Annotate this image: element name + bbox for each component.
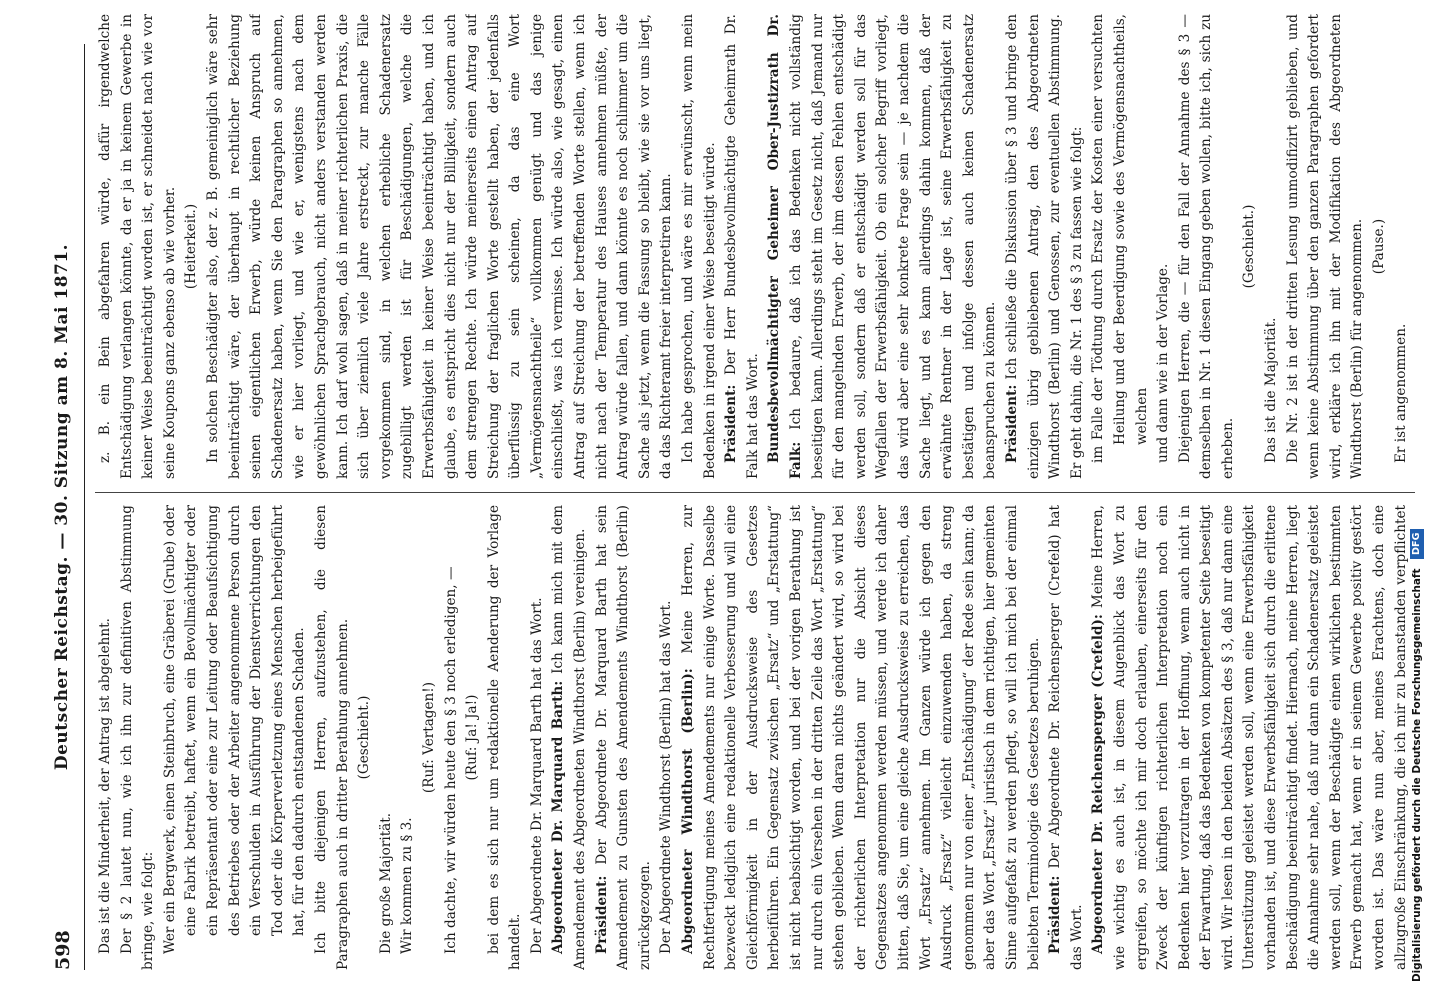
running-title: Deutscher Reichstag. — 30. Sitzung am 8. Mai 1871. (52, 243, 72, 771)
paragraph: Ich dachte, wir würden heute den § 3 noch erledigen, — (442, 566, 459, 954)
speech-paragraph (764, 14, 1002, 479)
text-columns (95, 14, 1415, 970)
paragraph: Die Nr. 2 ist in der dritten Lesung unmodifizirt geblieben, und wenn keine Abstimmung über den ganzen Paragraphen gefordert wird, erkläre ich ihn mit der Modifikation des Abgeordneten Windthorst (Berlin) für angenommen. (1284, 14, 1366, 479)
speaker-label: Präsident: (1047, 875, 1064, 954)
paragraph: Er ist angenommen. (1392, 323, 1409, 463)
speaker-name: Abgeordneter Dr. Reichensperger (Crefeld): (1090, 614, 1107, 954)
speaker-name: Abgeordneter Dr. Marquard Barth: (550, 680, 567, 954)
paragraph: Der Abgeordnete Windthorst (Berlin) hat das Wort. (658, 600, 675, 954)
speech-paragraph (721, 14, 764, 479)
speech-text: Ich kann mich mit dem Amendement des Abgeordneten Windthorst (Berlin) vereinigen. (550, 505, 589, 970)
right-column (95, 14, 1415, 479)
speaker-label: Präsident: (593, 875, 610, 954)
speaker-name: Bundesbevollmächtigter Geheimer Ober-Justizrath Dr. Falk: (766, 14, 804, 479)
speaker-label: Präsident: (1003, 384, 1020, 463)
paragraph: z. B. ein Bein abgefahren würde, dafür irgendwelche Entschädigung verlangen könnte, da er ja in keinem Gewerbe in keiner Weise beeinträchtigt worden ist, er schneidet nach wie vor seine Koupons ganz ebenso ab wie vorher. (97, 14, 178, 479)
speech-paragraph (592, 505, 657, 970)
paragraph: Diejenigen Herren, die — für den Fall der Annahme des § 3 — demselben in Nr. 1 diesen Eingang geben wollen, bitte ich, sich zu erheben. (1176, 14, 1236, 479)
speech-text: Meine Herren, zur Rechtfertigung meines Amendements nur einige Worte. Dasselbe bezweckt lediglich eine redaktionelle Verbesserung und will eine Gleichförmigkeit in der Ausdrucksweise des Gesetzes herbeiführen. Ein Gegensatz zwischen „Ersatz“ und „Erstattung“ ist nicht beabsichtigt worden, und bei der vorigen Berathung ist nur durch ein Versehen in der dritten Zeile das Wort „Erstattung“ stehen geblieben. Wenn daran nichts geändert wird, so wird bei der richterlichen Interpretation nur die Absicht dieses Gegensatzes angenommen werden müssen, und werde ich daher bitten, daß Sie, um eine gleiche Ausdrucksweise zu erreichen, das Wort „Ersatz“ annehmen. Im Ganzen würde ich gegen den Ausdruck „Ersatz“ vielleicht einzuwenden haben, da streng genommen nur von einer „Entschädigung“ der Rede sein kann; da aber das Wort „Ersatz“ juristisch in dem richtigen, hier gemeinten Sinne aufgefaßt zu werden pflegt, so will ich mich bei der einmal beliebten Terminologie des Gesetzes beruhigen. (680, 505, 1042, 970)
stage-direction: (Geschieht.) (1241, 204, 1258, 289)
speech-text: Der Herr Bundesbevollmächtigte Geheimrath Dr. Falk hat das Wort. (723, 14, 761, 479)
digitization-note (1407, 22, 1427, 982)
stage-direction: (Geschieht.) (356, 695, 373, 780)
stage-direction: (Heiterkeit.) (183, 203, 200, 290)
paragraph: Das ist die Majorität. (1263, 317, 1280, 463)
quoted-paragraph-text: Wer ein Bergwerk, einen Steinbruch, eine Gräberei (Grube) oder eine Fabrik betreibt, haftet, wenn ein Bevollmächtigter oder ein Repräsentant oder eine zur Leitung oder Beaufsichtigung des Betriebes oder der Arbeiter angenommene Person durch ein Verschulden in Ausführung der Dienstverrichtungen den Tod oder die Körperverletzung eines Menschen herbeigeführt hat, für den dadurch entstandenen Schaden. (161, 505, 308, 954)
speech-text: Der Abgeordnete Dr. Reichensperger (Crefeld) hat das Wort. (1047, 505, 1085, 970)
page-header (44, 44, 85, 970)
speech-paragraph (678, 505, 1045, 970)
speech-paragraph (548, 505, 591, 970)
speech-text: Meine Herren, wie wichtig es auch ist, in diesem Augenblick das Wort zu ergreifen, so möchte ich mir doch erlauben, einerseits für den Zweck der künftigen richterlichen Interpretation noch ein Bedenken hier vorzutragen in der Hoffnung, wenn auch nicht in der Erwartung, daß das Bedenken von kompetenter Seite beseitigt wird. Wir lesen in den beiden Absätzen des § 3, daß nur dann eine Unterstützung geleistet werden soll, wenn eine Erwerbsfähigkeit vorhanden ist, und diese Erwerbsfähigkeit sich durch die erlittene Beschädigung beeinträchtigt findet. Hiernach, meine Herren, liegt die Annahme sehr nahe, daß nur dann ein Schadenersatz geleistet werden soll, wenn der Beschädigte einen wirklichen bestimmten Erwerb gemacht hat, wenn er in seinem Gewerbe positiv gestört worden ist. Das wäre nun aber, meines Erachtens, doch eine allzugroße Einschränkung, die ich mir zu beanstanden verpflichtet (1090, 505, 1409, 970)
page-number: 598 (52, 930, 74, 970)
speech-text: Ich schließe die Diskussion über § 3 und bringe den einzigen übrig gebliebenen Antrag, den des Abgeordneten Windthorst (Berlin) und Genossen, zur eventuellen Abstimmung. Er geht dahin, die Nr. 1 des § 3 zu fassen wie folgt: (1003, 14, 1085, 479)
digitization-note-text: Digitalisierung gefördert durch die Deutsche Forschungsgemeinschaft (1411, 568, 1423, 982)
column-divider (95, 492, 1415, 493)
speaker-label: Präsident: (723, 384, 740, 463)
paragraph: Das ist die Minderheit, der Antrag ist abgelehnt. (97, 618, 113, 954)
left-column (95, 505, 1415, 970)
speech-paragraph (1088, 505, 1415, 970)
dfg-logo: DFG (1410, 529, 1424, 559)
paragraph: Der Abgeordnete Dr. Marquard Barth hat das Wort. (528, 597, 545, 954)
speech-text: Der Abgeordnete Dr. Marquard Barth hat sein Amendement zu Gunsten des Amendements Windthorst (Berlin) zurückgezogen. (593, 505, 653, 970)
quoted-paragraph-text: im Falle der Tödtung durch Ersatz der Kosten einer versuchten Heilung und der Beerdigung sowie des Vermögensnachtheils, welchen (1090, 14, 1150, 463)
stage-direction: (Ruf: Ja! Ja!) (464, 694, 481, 781)
paragraph: Ich habe gesprochen, und wäre es mir erwünscht, wenn mein Bedenken in irgend einer Weise beseitigt würde. (680, 14, 718, 479)
paragraph: In solchen Beschädigter also, der z. B. gemeiniglich wäre sehr beeinträchtigt wäre, der überhaupt in rechtlicher Beziehung seinen eigentlichen Erwerb, würde keinen Anspruch auf Schadenersatz haben, wenn Sie den Paragraphen so annehmen, wie er hier vorliegt, und wie er, wenigstens nach dem gewöhnlichen Sprachgebrauch, nicht anders verstanden werden kann. Ich darf wohl sagen, daß in meiner richterlichen Praxis, die sich über ziemlich viele Jahre erstreckt, zur manche Fälle vorgekommen sind, in welchen erhebliche Schadenersatz zugebilligt werden ist für Beschädigungen, welche die Erwerbsfähigkeit in keiner Weise beeinträchtigt haben, und ich glaube, es entspricht dies nicht nur der Billigkeit, sondern auch dem strengen Rechte. Ich würde meinerseits einen Antrag auf Streichung der fraglichen Worte gestellt haben, der jedenfalls überflüssig zu sein scheinen, da das eine Wort „Vermögensnachtheile“ vollkommen genügt und das jenige einschließt, was ich vermisse. Ich würde also, wie gesagt, einen Antrag auf Streichung der betreffenden Worte stellen, wenn ich nicht nach der Temperatur des Hauses annehmen müßte, der Antrag würde fallen, und dann könnte es noch schlimmer um die Sache als jetzt, wenn die Fassung so bleibt, wie sie vor uns liegt, da das Richteramt freier interpretiren kann. (204, 14, 675, 479)
speaker-name: Abgeordneter Windthorst (Berlin): (680, 668, 697, 954)
speech-paragraph (1045, 505, 1088, 970)
speech-paragraph (1002, 14, 1088, 479)
paragraph: bei dem es sich nur um redaktionelle Aenderung der Vorlage handelt. (485, 505, 524, 970)
paragraph: Der § 2 lautet nun, wie ich ihn zur definitiven Abstimmung bringe, wie folgt: (118, 505, 157, 970)
paragraph: Ich bitte diejenigen Herren, aufzustehen, die diesen Paragraphen auch in dritter Berathung annehmen. (312, 505, 351, 970)
speech-text: Ich bedaure, daß ich das Bedenken nicht vollständig beseitigen kann. Allerdings steht im Gesetz nicht, daß Jemand nur für den mangelnden Erwerb, der ihm dessen Fehlen entschädigt werden soll, sondern daß er entschädigt werden soll für das Wegfallen der Erwerbsfähigkeit. Ob ein solcher Begriff vorliegt, das wird aber eine sehr konkrete Frage sein — je nachdem die Sache liegt, und es kann allerdings dahin kommen, daß der erwähnte Rentner in der Lage ist, seine Erwerbsfähigkeit zu bestätigen und infolge dessen auch keinen Schadenersatz beanspruchen zu können. (788, 14, 999, 479)
stage-direction: (Pause.) (1371, 218, 1388, 275)
stage-direction: (Ruf: Vertagen!) (420, 681, 437, 794)
paragraph: und dann wie in der Vorlage. (1155, 263, 1172, 463)
paragraph: Die große Majorität. (377, 812, 394, 954)
digitization-stamp (1407, 22, 1427, 982)
paragraph: Wir kommen zu § 3. (399, 817, 416, 954)
